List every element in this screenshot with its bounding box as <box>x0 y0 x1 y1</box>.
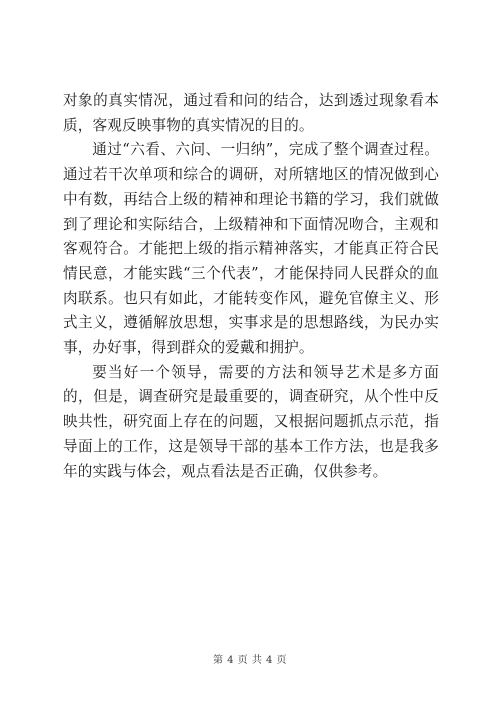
page-footer: 第 4 页 共 4 页 <box>212 655 288 666</box>
paragraph-2: 通过“六看、六问、一归纳”，完成了整个调查过程。通过若干次单项和综合的调研，对所辖地区的情况做到心中有数，再结合上级的精神和理论书籍的学习，我们就做到了理论和实际结合，上级精神和下面情况吻合，主观和客观符合。才能把上级的指示精神落实，才能真正符合民情民意，才能实践“三个代表”，才能保持同人民群众的血肉联系。也只有如此，才能转变作风，避免官僚主义、形式主义，遵循解放思想，实事求是的思想路线，为民办实事，办好事，得到群众的爱戴和拥护。 <box>63 141 439 357</box>
paragraph-3: 要当好一个领导，需要的方法和领导艺术是多方面的，但是，调查研究是最重要的，调查研究，从个性中反映共性，研究面上存在的问题，又根据问题抓点示范，指导面上的工作，这是领导干部的基本工作方法，也是我多年的实践与体会，观点看法是否正确，仅供参考。 <box>63 363 439 480</box>
document-body <box>63 89 439 484</box>
paragraph-1: 对象的真实情况，通过看和问的结合，达到透过现象看本质，客观反映事物的真实情况的目的。 <box>63 92 439 134</box>
